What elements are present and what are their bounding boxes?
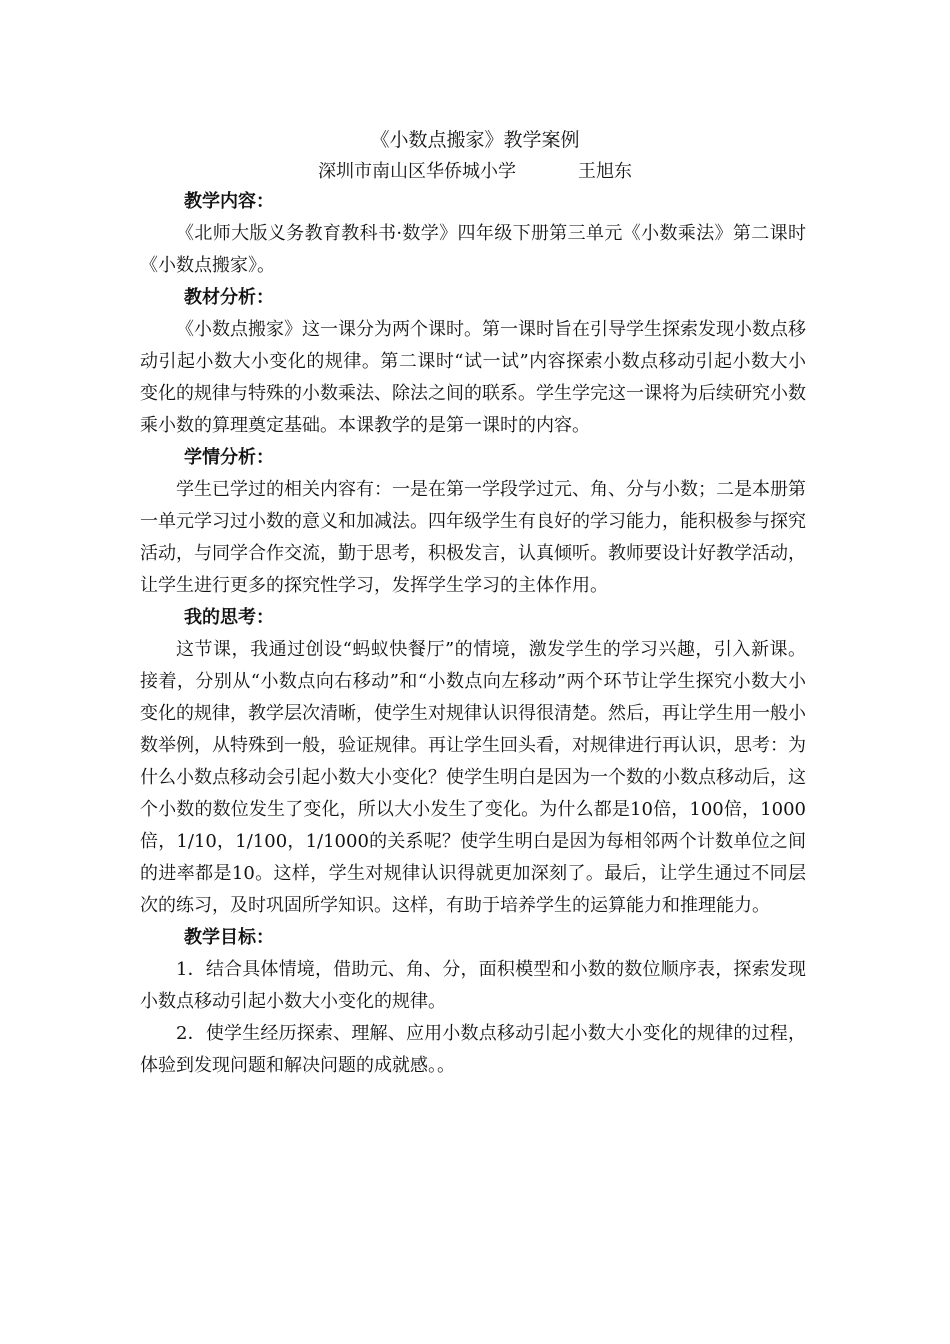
paragraph: 《北师大版义务教育教科书·数学》四年级下册第三单元《小数乘法》第二课时《小数点搬家》。 (140, 223, 806, 276)
section-heading-students: 学情分析： (184, 447, 274, 468)
paragraph: 《小数点搬家》这一课分为两个课时。第一课时旨在引导学生探索发现小数点移动引起小数大小变化的规律。第二课时“试一试”内容探索小数点移动引起小数大小变化的规律与特殊的小数乘法、除法之间的联系。学生学完这一课将为后续研究小数乘小数的算理奠定基础。本课教学的是第一课时的内容。 (140, 319, 806, 436)
section-heading-material: 教材分析： (184, 287, 274, 308)
goal-item: 1．结合具体情境，借助元、角、分，面积模型和小数的数位顺序表，探索发现小数点移动引起小数大小变化的规律。 (140, 959, 806, 1012)
author-name: 王旭东 (578, 161, 632, 182)
school-name: 深圳市南山区华侨城小学 (318, 161, 516, 182)
paragraph: 这节课，我通过创设“蚂蚁快餐厅”的情境，激发学生的学习兴趣，引入新课。接着，分别从“小数点向右移动”和“小数点向左移动”两个环节让学生探究小数大小变化的规律，教学层次清晰，使学生对规律认识得很清楚。然后，再让学生用一般小数举例，从特殊到一般，验证规律。再让学生回头看，对规律进行再认识，思考：为什么小数点移动会引起小数大小变化？使学生明白是因为一个数的小数点移动后，这个小数的数位发生了变化，所以大小发生了变化。为什么都是10倍，100倍，1000倍，1/10，1/100，1/1000的关系呢？使学生明白是因为每相邻两个计数单位之间的进率都是10。这样，学生对规律认识得就更加深刻了。最后，让学生通过不同层次的练习，及时巩固所学知识。这样，有助于培养学生的运算能力和推理能力。 (140, 639, 806, 916)
paragraph: 学生已学过的相关内容有：一是在第一学段学过元、角、分与小数；二是本册第一单元学习过小数的意义和加减法。四年级学生有良好的学习能力，能积极参与探究活动，与同学合作交流，勤于思考，积极发言，认真倾听。教师要设计好教学活动，让学生进行更多的探究性学习，发挥学生学习的主体作用。 (140, 479, 806, 596)
document-title: 《小数点搬家》教学案例 (370, 129, 580, 151)
document-body (140, 186, 806, 1082)
section-heading-content: 教学内容： (184, 191, 274, 212)
section-heading-reflection: 我的思考： (184, 607, 274, 628)
section-heading-goals: 教学目标： (184, 927, 274, 948)
goal-item: 2．使学生经历探索、理解、应用小数点移动引起小数大小变化的规律的过程，体验到发现问题和解决问题的成就感。。 (140, 1023, 806, 1076)
byline (0, 158, 950, 186)
